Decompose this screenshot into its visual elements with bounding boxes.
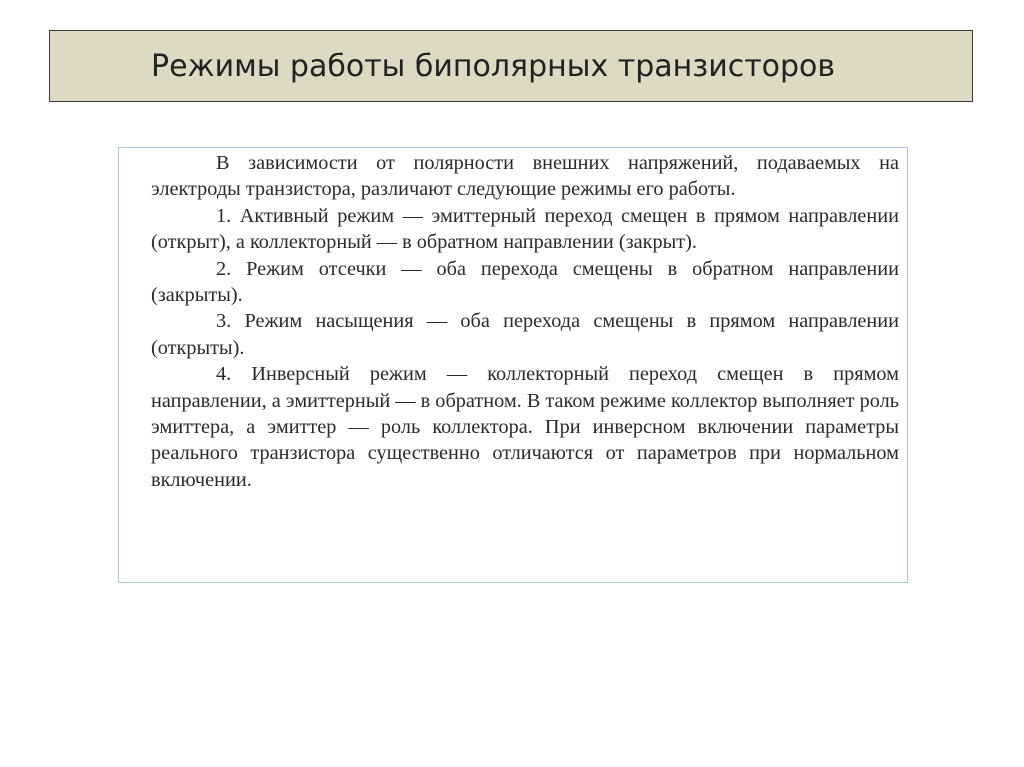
title-banner <box>49 30 973 102</box>
slide-title: Режимы работы биполярных транзисторов <box>151 48 836 84</box>
mode-inverse-paragraph: 4. Инверсный режим — коллекторный переход смещен в прямом направлении, а эмиттерный — в обратном. В таком режиме коллектор выполняет роль эмиттера, а эмиттер — роль коллектора. При инверсном включении параметры реального транзистора существенно отличаются от параметров при нормальном включении. <box>151 363 899 491</box>
intro-paragraph: В зависимости от полярности внешних напряжений, подаваемых на электроды транзистора, различают следующие режимы его работы. <box>151 152 899 201</box>
mode-cutoff-paragraph: 2. Режим отсечки — оба перехода смещены в обратном направлении (закрыты). <box>151 257 899 307</box>
mode-active-paragraph: 1. Активный режим — эмиттерный переход смещен в прямом направлении (открыт), а коллекторный — в обратном направлении (закрыт). <box>151 204 899 254</box>
mode-saturation-paragraph: 3. Режим насыщения — оба перехода смещены в прямом направлении (открыты). <box>151 310 899 359</box>
text-body <box>151 150 899 493</box>
scanned-text-frame <box>118 147 908 583</box>
